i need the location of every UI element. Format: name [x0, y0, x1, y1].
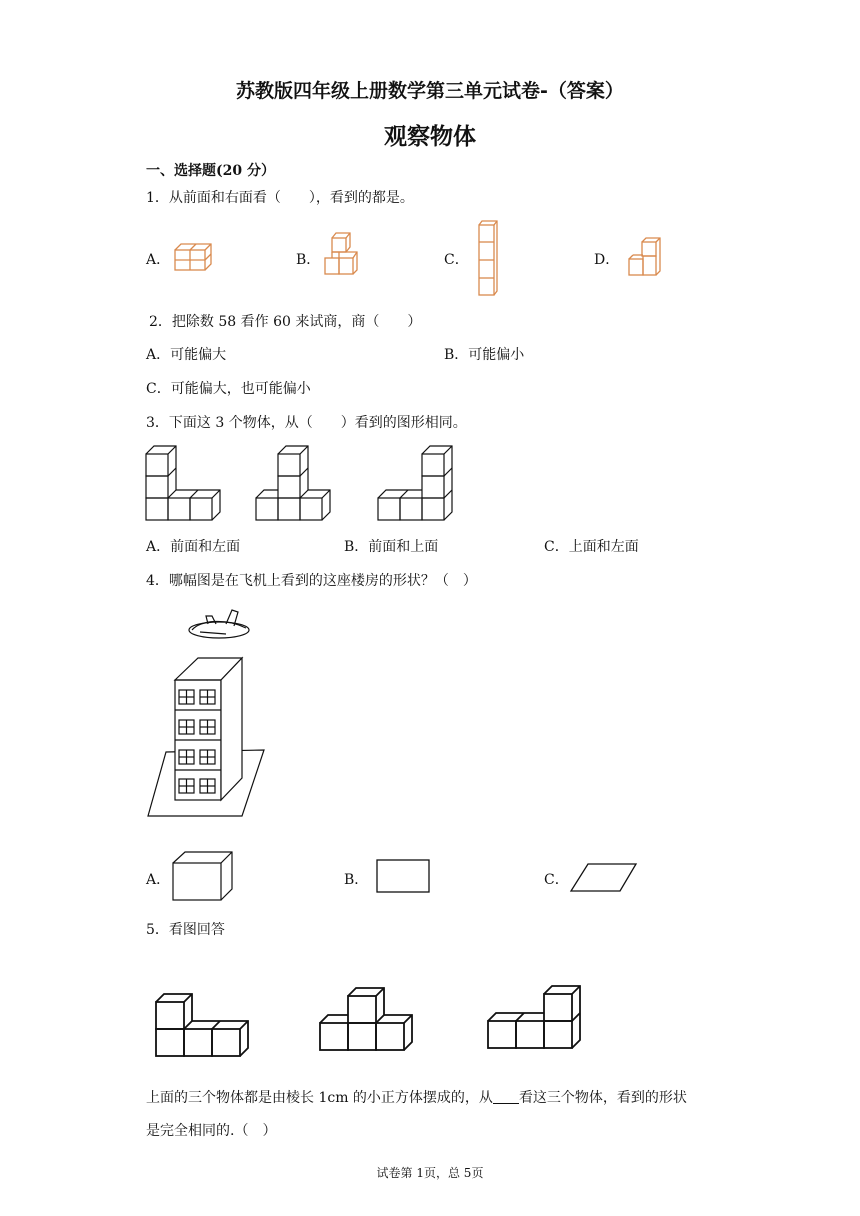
q3-solid-3: [376, 444, 460, 522]
q3-solid-1: [144, 444, 224, 522]
q1-option-c: C．: [444, 252, 469, 268]
q3-solid-2: [254, 444, 334, 522]
q3-option-a: A．前面和左面: [146, 539, 241, 555]
q1-cube-figure-b: [322, 230, 366, 278]
q4-stem: 4．哪幅图是在飞机上看到的这座楼房的形状？（ ）: [146, 573, 477, 589]
q4-option-a: A．: [146, 872, 171, 888]
q5-solid-3: [486, 984, 582, 1056]
q2-stem: 2．把除数 58 看作 60 来试商，商（ ）: [149, 314, 422, 330]
exam-subtitle: 观察物体: [384, 124, 476, 150]
q1-option-d: D．: [594, 252, 620, 268]
q5-answer-blank[interactable]: [493, 1089, 519, 1104]
q1-cube-figure-c: [476, 219, 500, 297]
q5-solid-1: [154, 992, 250, 1060]
q1-cube-figure-a: [172, 240, 216, 272]
q5-stem: 5．看图回答: [146, 922, 225, 938]
q1-option-b: B．: [296, 252, 321, 268]
q4-option-b: B．: [344, 872, 369, 888]
q5-text-line1: 上面的三个物体都是由棱长 1cm 的小正方体摆成的，从 看这三个物体，看到的形状: [146, 1090, 687, 1106]
q3-stem: 3．下面这 3 个物体，从（ ）看到的图形相同。: [146, 415, 467, 431]
q4-option-c: C．: [544, 872, 569, 888]
q3-option-b: B．前面和上面: [344, 539, 439, 555]
exam-title: 苏教版四年级上册数学第三单元试卷-（答案）: [236, 80, 624, 102]
page-footer: 试卷第 1页，总 5页: [376, 1166, 484, 1180]
airplane-icon: [186, 604, 252, 644]
q2-option-b: B．可能偏小: [444, 347, 525, 363]
building-figure: [144, 656, 266, 820]
q1-cube-figure-d: [626, 235, 666, 279]
section-heading: 一、选择题(20 分）: [146, 163, 275, 179]
q1-option-a: A．: [146, 252, 171, 268]
q5-text-line2: 是完全相同的.（ ）: [146, 1123, 277, 1139]
q3-option-c: C．上面和左面: [544, 539, 639, 555]
q4-cuboid-figure: [170, 849, 236, 903]
q2-option-a: A．可能偏大: [146, 347, 227, 363]
q4-parallelogram-figure: [568, 861, 640, 895]
q4-rectangle-figure: [374, 857, 432, 895]
q1-stem: 1．从前面和右面看（ ），看到的都是。: [146, 190, 414, 206]
q5-solid-2: [318, 986, 414, 1056]
q2-option-c: C．可能偏大，也可能偏小: [146, 381, 311, 397]
